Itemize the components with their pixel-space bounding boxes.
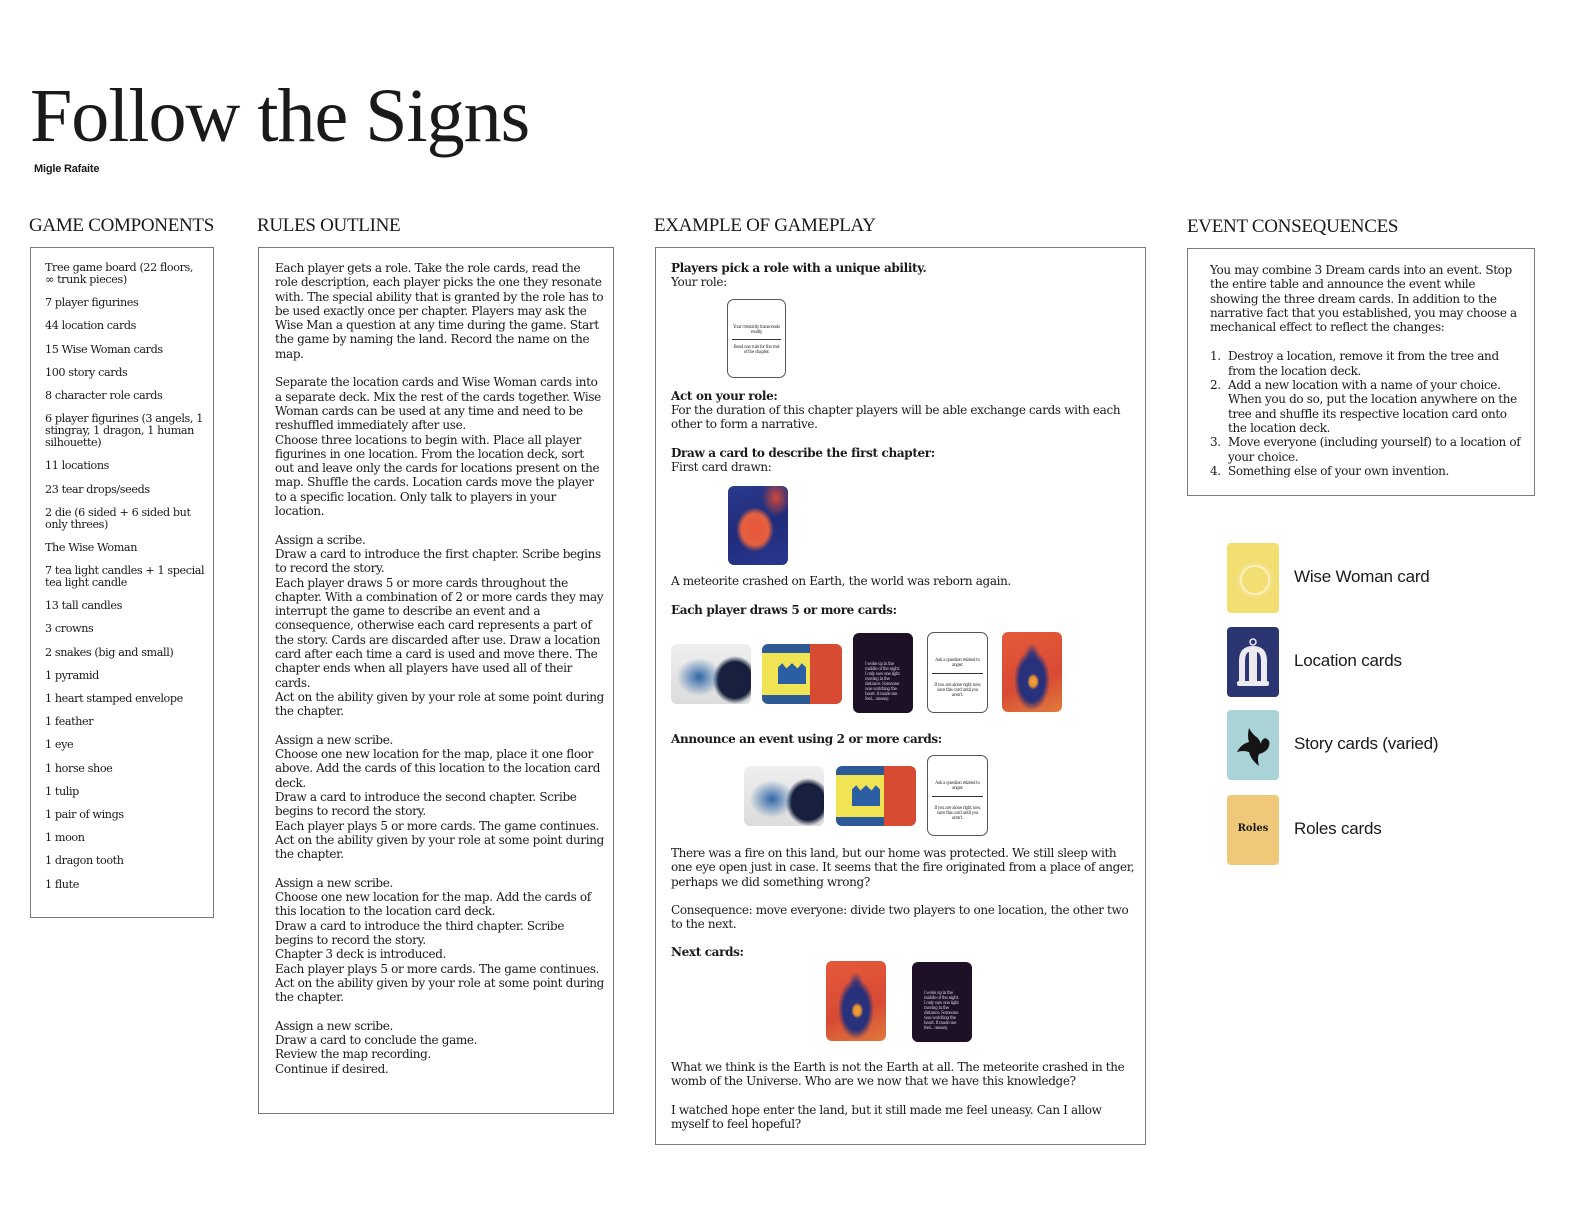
list-item: 100 story cards: [45, 365, 128, 379]
legend-label-wise-woman: Wise Woman card: [1294, 567, 1430, 586]
question-card-image: [927, 755, 988, 836]
each-draws-heading: Each player draws 5 or more cards:: [671, 603, 897, 617]
list-item: 1 pair of wings: [45, 807, 124, 821]
list-item: 44 location cards: [45, 319, 136, 333]
next-cards-heading: Next cards:: [671, 945, 744, 959]
rules-chapter1-paragraph: [275, 533, 605, 719]
dragon-card-image: [744, 766, 824, 826]
dragon-card-image: [671, 644, 751, 704]
rules-text: Each player plays 5 or more cards. The game continues.: [275, 818, 600, 833]
legend-label-story: Story cards (varied): [1294, 734, 1439, 753]
list-item: 6 player figurines (3 angels, 1 stingray, 1 dragon, 1 human silhouette): [45, 412, 203, 450]
author-name: Migle Rafaite: [34, 163, 100, 175]
dream-card-text: I woke up in the middle of the night. I only saw one light moving in the distance. Someone was watching the heart. It made me feel... uneasy.: [865, 661, 900, 701]
card-divider: [932, 673, 983, 674]
announce-event-heading: Announce an event using 2 or more cards:: [671, 732, 942, 746]
rules-text: Choose one new location for the map, place it one floor above. Add the cards of this location to the location card deck.: [275, 747, 601, 790]
rules-text: Assign a new scribe.: [275, 1018, 393, 1033]
list-item: 13 tall candles: [45, 599, 122, 613]
list-item: Tree game board (22 floors, ∞ trunk pieces): [45, 261, 194, 286]
creature-card-image: [826, 961, 886, 1041]
fire-card-image: [728, 486, 788, 565]
rules-text: Draw a card to introduce the second chapter. Scribe begins to record the story.: [275, 789, 577, 819]
rules-text: Act on the ability given by your role at some point during the chapter.: [275, 832, 604, 862]
list-item: 3 crowns: [45, 622, 94, 636]
rules-setup-paragraph: [275, 261, 605, 361]
your-role-label: Your role:: [671, 275, 727, 289]
rules-text: Assign a scribe.: [275, 532, 366, 547]
rules-decks-paragraph: [275, 375, 605, 518]
list-item: 15 Wise Woman cards: [45, 342, 163, 356]
question-card-bottom-text: If you are alone right now, save this card until you aren't.: [934, 682, 981, 697]
rules-text: Assign a new scribe.: [275, 875, 393, 890]
crown-fire-card-image: [762, 644, 842, 704]
creature-silhouette-icon: [1227, 710, 1279, 780]
rules-chapter2-paragraph: [275, 733, 605, 862]
draw-card-heading: Draw a card to describe the first chapter:: [671, 446, 935, 460]
birdcage-icon: [1227, 627, 1279, 697]
rules-text: Chapter 3 deck is introduced.: [275, 947, 446, 962]
dream-card-image: [853, 633, 913, 713]
first-card-label: First card drawn:: [671, 460, 772, 474]
rules-text: Each player gets a role. Take the role cards, read the role description, each player picks the one they resonate with. The special ability that is granted by the role has to be used exactly once per chapter. Players may ask the Wise Man a question at any time during the game. Start the game by naming the land. Record the name on the map.: [275, 261, 604, 361]
rules-conclusion-paragraph: [275, 1019, 605, 1076]
role-card-image: [727, 299, 786, 378]
example-gameplay: [655, 247, 1146, 1145]
rules-text: Act on the ability given by your role at some point during the chapter.: [275, 975, 604, 1005]
list-item: 1 tulip: [45, 784, 79, 798]
birdcage-icon: [1227, 627, 1279, 697]
list-item: 2 snakes (big and small): [45, 645, 174, 659]
page-title: Follow the Signs: [30, 74, 530, 158]
dream-card-text: I woke up in the middle of the night. I only saw one light moving in the distance. Someone was watching the heart. It made me feel... uneasy.: [924, 990, 959, 1030]
card-divider: [732, 339, 781, 340]
rules-text: Draw a card to introduce the third chapter. Scribe begins to record the story.: [275, 918, 565, 947]
list-item: 1 horse shoe: [45, 761, 113, 775]
dream-card-image: [912, 962, 972, 1042]
rules-text: Draw a card to introduce the first chapter. Scribe begins to record the story.: [275, 546, 601, 576]
event-consequences: [1187, 248, 1535, 496]
crown-fire-card-image: [836, 766, 916, 826]
list-item: 1 feather: [45, 715, 94, 729]
list-item: The Wise Woman: [45, 540, 138, 554]
list-item: 1. Destroy a location, remove it from the tree and from the location deck.: [1210, 349, 1499, 378]
list-item: 1 moon: [45, 831, 85, 845]
question-card-image: [927, 632, 988, 713]
legend-label-location: Location cards: [1294, 651, 1402, 670]
list-item: 3. Move everyone (including yourself) to a location of your choice.: [1210, 435, 1521, 464]
rules-text: Choose one new location for the map. Add the cards of this location to the location card deck.: [275, 890, 591, 919]
pick-role-heading: Players pick a role with a unique ability.: [671, 261, 927, 275]
card-divider: [932, 796, 983, 797]
question-card-bottom-text: If you are alone right now, save this card until you aren't.: [934, 805, 981, 820]
role-card-bottom-text: Bend one rule for the rest of the chapter.: [733, 344, 780, 354]
rules-text: Each player draws 5 or more cards throughout the chapter. With a combination of 2 or more cards they may interrupt the game to describe an event and a consequence, otherwise each card represents a part of the story. Cards are discarded after use. Draw a location card after each time a card is used and move there. The chapter ends when all players have used all of their cards.: [275, 575, 604, 690]
list-item: 1 heart stamped envelope: [45, 692, 183, 705]
list-item: 7 player figurines: [45, 296, 139, 310]
example-heading: EXAMPLE OF GAMEPLAY: [654, 215, 876, 236]
list-item: 11 locations: [45, 459, 109, 473]
event-story-text: There was a fire on this land, but our home was protected. We still sleep with one eye open just in case. It seems that the fire originated from a place of anger, perhaps we did something wrong?: [671, 846, 1135, 889]
components-heading: GAME COMPONENTS: [29, 215, 214, 236]
legend-label-roles: Roles cards: [1294, 819, 1382, 838]
list-item: 1 dragon tooth: [45, 854, 124, 868]
list-item: 1 flute: [45, 877, 79, 891]
act-role-text: For the duration of this chapter players will be able exchange cards with each other to form a narrative.: [671, 403, 1121, 432]
roles-card-text: Roles: [1237, 823, 1269, 834]
events-heading: EVENT CONSEQUENCES: [1187, 216, 1399, 237]
rules-text: Assign a new scribe.: [275, 732, 393, 747]
list-item: 1 eye: [45, 738, 74, 752]
list-item: 7 tea light candles + 1 special tea light candle: [45, 564, 205, 590]
list-item: 2 die (6 sided + 6 sided but only threes): [45, 505, 191, 531]
rules-text: Each player plays 5 or more cards. The game continues.: [275, 961, 600, 976]
rules-text: Act on the ability given by your role at some point during the chapter.: [275, 689, 604, 719]
events-intro: You may combine 3 Dream cards into an event. Stop the entire table and announce the event while showing the three dream cards. In addition to the narrative fact that you established, you may choose a mechanical effect to reflect the changes:: [1210, 263, 1517, 335]
role-card-top-text: Your creativity transcends reality.: [733, 324, 780, 334]
rules-chapter3-paragraph: [275, 876, 605, 1005]
creature-card-image: [1002, 632, 1062, 712]
rules-text: Separate the location cards and Wise Woman cards into a separate deck. Mix the rest of the cards together. Wise Woman cards can be used at any time and need to be reshuffled immediately after use.: [275, 375, 601, 433]
list-item: 1 pyramid: [45, 668, 99, 682]
sun-circle-icon: [1227, 543, 1279, 613]
list-item: 4. Something else of your own invention.: [1210, 463, 1450, 478]
earth-text: What we think is the Earth is not the Earth at all. The meteorite crashed in the womb of the Universe. Who are we now that we have this knowledge?: [671, 1060, 1125, 1089]
rules-text: Review the map recording.: [275, 1047, 431, 1062]
rules-text: Continue if desired.: [275, 1061, 389, 1076]
hope-text: I watched hope enter the land, but it still made me feel uneasy. Can I allow myself to feel hopeful?: [671, 1103, 1102, 1132]
creature-silhouette-icon: [1227, 710, 1279, 780]
consequence-options: [1210, 349, 1524, 478]
components-list: [30, 247, 214, 918]
rules-text: Choose three locations to begin with. Place all player figurines in one location. From the location deck, sort out and leave only the cards for locations present on the map. Shuffle the cards. Location cards move the player to a specific location. Only talk to players in your location.: [275, 432, 600, 519]
roles-text-icon: [1227, 795, 1279, 865]
list-item: 2. Add a new location with a name of your choice. When you do so, put the location anywhere on the tree and shuffle its respective location card onto the location deck.: [1210, 378, 1517, 435]
rules-outline: [258, 247, 614, 1114]
consequence-text: Consequence: move everyone: divide two players to one location, the other two to the next.: [671, 903, 1129, 932]
question-card-top-text: Ask a question related to anger.: [935, 657, 980, 667]
rules-text: Draw a card to conclude the game.: [275, 1033, 478, 1048]
list-item: 8 character role cards: [45, 388, 163, 402]
act-role-heading: Act on your role:: [671, 389, 778, 403]
question-card-top-text: Ask a question related to anger.: [935, 780, 980, 790]
list-item: 23 tear drops/seeds: [45, 482, 150, 496]
meteorite-text: A meteorite crashed on Earth, the world was reborn again.: [671, 574, 1011, 588]
rules-heading: RULES OUTLINE: [257, 215, 401, 236]
